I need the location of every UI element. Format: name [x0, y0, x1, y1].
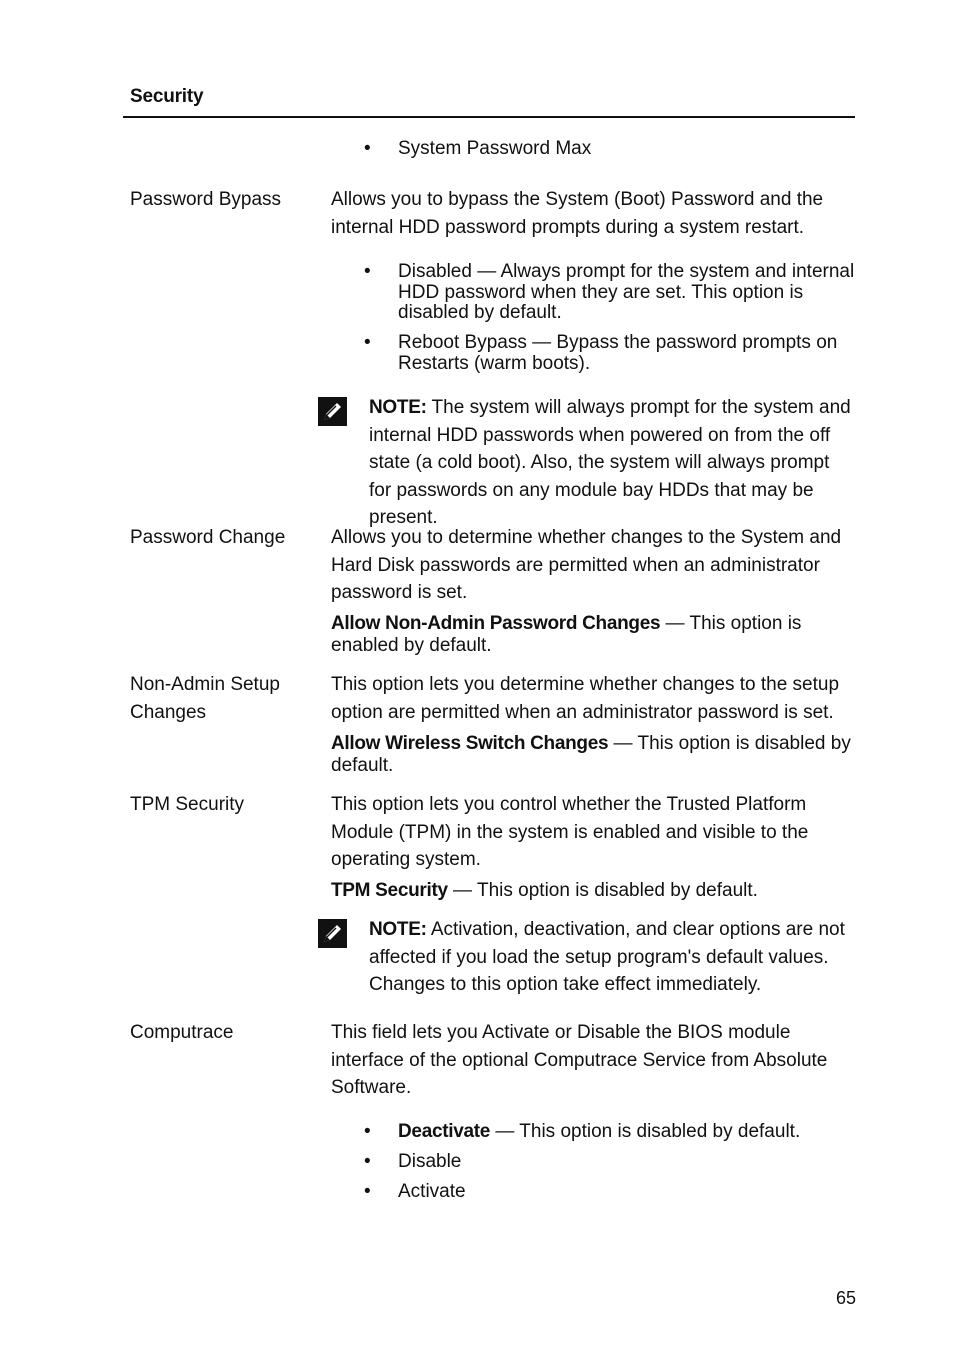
option-default-tpm-security	[331, 880, 861, 902]
list-item	[398, 1122, 858, 1143]
option-text: — This option is disabled by default.	[331, 733, 851, 776]
pencil-note-icon	[318, 919, 347, 948]
option-default-password-change	[331, 613, 861, 657]
option-name: Allow Wireless Switch Changes	[331, 733, 609, 754]
option-text: — This option is disabled by default.	[490, 1121, 801, 1142]
list-item: System Password Max	[398, 138, 592, 159]
note-label: NOTE:	[369, 397, 427, 418]
row-label-non-admin-setup: Non-Admin Setup Changes	[130, 674, 280, 723]
option-name: Allow Non-Admin Password Changes	[331, 613, 661, 634]
header-rule	[123, 116, 855, 118]
row-desc-non-admin-setup: This option lets you determine whether changes to the setup option are permitted when an administrator password is set.	[331, 674, 840, 723]
page-number: 65	[836, 1288, 857, 1308]
bullet-icon: •	[364, 138, 371, 159]
section-header: Security	[130, 86, 204, 107]
row-desc-computrace: This field lets you Activate or Disable the BIOS module interface of the optional Computrace Service from Absolute Software.	[331, 1022, 828, 1098]
bullet-icon: •	[364, 1181, 371, 1202]
option-text: — This option is disabled by default.	[447, 880, 758, 901]
bullet-icon: •	[364, 1121, 371, 1142]
option-name: TPM Security	[331, 880, 448, 901]
bullet-icon: •	[364, 332, 371, 353]
row-label-tpm-security: TPM Security	[130, 794, 245, 815]
note-text	[369, 394, 854, 532]
option-text: — This option is enabled by default.	[331, 613, 802, 656]
note-body: The system will always prompt for the system and internal HDD passwords when powered on from the off state (a cold boot). Also, the system will always prompt for passwords on any module bay HDDs that may be present.	[369, 397, 851, 528]
list-item: Activate	[398, 1181, 466, 1202]
row-desc-tpm-security: This option lets you control whether the Trusted Platform Module (TPM) in the system is enabled and visible to the operating system.	[331, 794, 809, 870]
bullet-icon: •	[364, 261, 371, 282]
option-name: Deactivate	[398, 1121, 491, 1142]
pencil-note-icon	[318, 397, 347, 426]
row-desc-password-bypass: Allows you to bypass the System (Boot) Password and the internal HDD password prompts during a system restart.	[331, 189, 824, 238]
row-desc-password-change: Allows you to determine whether changes to the System and Hard Disk passwords are permitted when an administrator password is set.	[331, 527, 842, 603]
bullet-icon: •	[364, 1151, 371, 1172]
option-default-non-admin-setup	[331, 733, 861, 777]
list-item: Disabled — Always prompt for the system and internal HDD password when they are set. This option is disabled by default.	[398, 261, 855, 323]
row-label-password-change: Password Change	[130, 527, 286, 548]
row-label-computrace: Computrace	[130, 1022, 234, 1043]
list-item: Disable	[398, 1151, 462, 1172]
note-text	[369, 916, 854, 999]
note-body: Activation, deactivation, and clear options are not affected if you load the setup program's default values. Changes to this option take effect immediately.	[369, 919, 845, 995]
list-item: Reboot Bypass — Bypass the password prompts on Restarts (warm boots).	[398, 332, 838, 374]
note-label: NOTE:	[369, 919, 427, 940]
row-label-password-bypass: Password Bypass	[130, 189, 282, 210]
